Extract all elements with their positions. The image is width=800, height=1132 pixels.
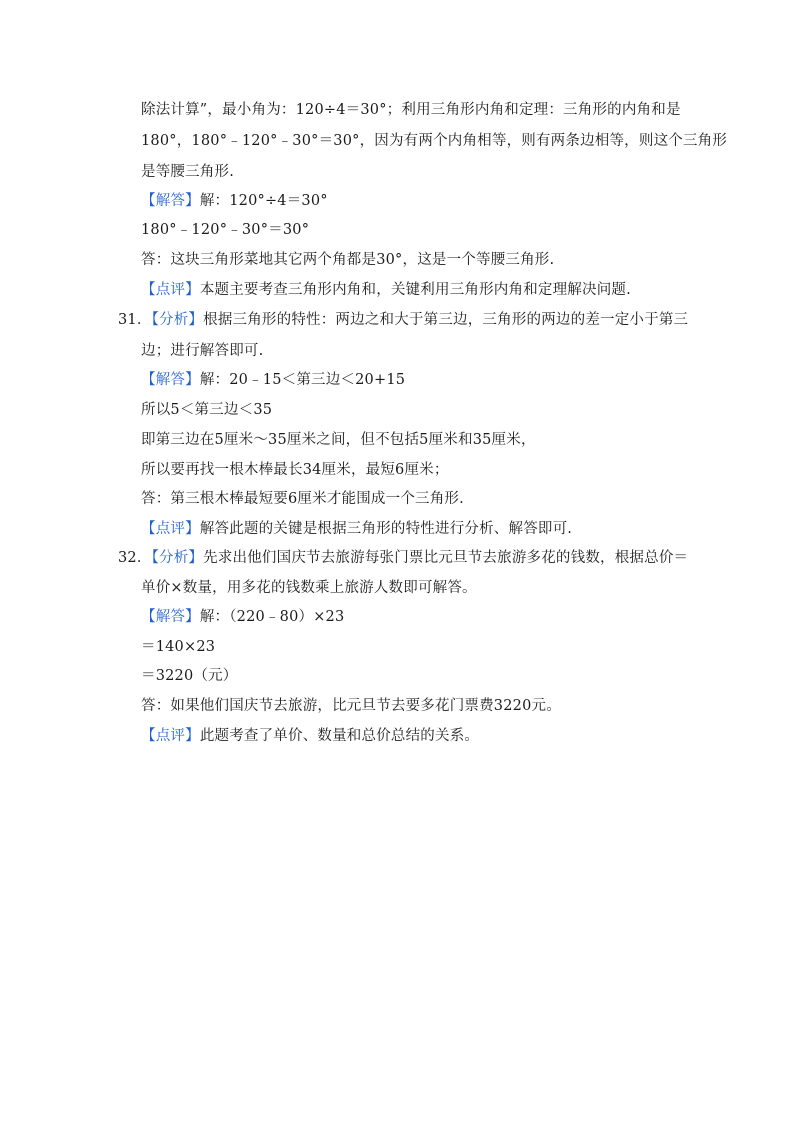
q30-analysis-line-1: 除法计算”，最小角为：120÷4＝30°；利用三角形内角和定理：三角形的内角和是 — [141, 102, 681, 118]
q32-answer-line-2: ＝140×23 — [141, 639, 216, 655]
q31-comment-line — [141, 519, 572, 539]
q32-answer-line-1 — [141, 607, 344, 627]
q31-answer-text: 解：20﹣15＜第三边＜20+15 — [199, 372, 406, 388]
answer-tag: 【解答】 — [141, 193, 200, 209]
q32-answer-line-3: ＝3220（元） — [141, 668, 238, 684]
q30-analysis-line-2: 180°，180°﹣120°﹣30°＝30°，因为有两个内角相等，则有两条边相等，则这个三角形 — [141, 133, 728, 149]
q32-answer-text: 解：（220﹣80）×23 — [199, 609, 345, 625]
q30-comment-line — [141, 280, 631, 300]
comment-tag: 【点评】 — [141, 282, 200, 298]
analysis-tag: 【分析】 — [151, 312, 204, 328]
q31-answer-line-1 — [141, 370, 405, 390]
answer-tag: 【解答】 — [141, 609, 200, 625]
q31-analysis-line-1 — [118, 310, 688, 330]
q31-answer-line-3: 即第三边在5厘米～35厘米之间，但不包括5厘米和35厘米， — [141, 432, 536, 448]
q32-number: 32． — [118, 550, 152, 566]
q31-answer-line-2: 所以5＜第三边＜35 — [141, 402, 273, 418]
answer-tag: 【解答】 — [141, 372, 200, 388]
comment-tag: 【点评】 — [141, 521, 200, 537]
analysis-tag: 【分析】 — [151, 550, 204, 566]
q32-comment-line — [141, 726, 479, 746]
q32-answer-line-4: 答：如果他们国庆节去旅游，比元旦节去要多花门票费3220元。 — [141, 698, 561, 714]
q32-analysis-line-2: 单价×数量，用多花的钱数乘上旅游人数即可解答。 — [141, 580, 477, 596]
q31-number: 31． — [118, 312, 152, 328]
q31-analysis-text: 根据三角形的特性：两边之和大于第三边，三角形的两边的差一定小于第三 — [203, 312, 689, 328]
q31-analysis-line-2: 边；进行解答即可. — [141, 343, 264, 359]
q30-comment-text: 本题主要考查三角形内角和，关键利用三角形内角和定理解决问题. — [199, 282, 631, 298]
q30-answer-line-2: 180°﹣120°﹣30°＝30° — [141, 222, 310, 238]
q31-comment-text: 解答此题的关键是根据三角形的特性进行分析、解答即可. — [199, 521, 573, 537]
q30-answer-line-1 — [141, 191, 328, 211]
q32-analysis-text: 先求出他们国庆节去旅游每张门票比元旦节去旅游多花的钱数，根据总价＝ — [203, 550, 689, 566]
q30-answer-text: 解：120°÷4＝30° — [199, 193, 328, 209]
q32-analysis-line-1 — [118, 548, 688, 568]
q30-answer-line-3: 答：这块三角形菜地其它两个角都是30°，这是一个等腰三角形. — [141, 252, 555, 268]
q31-answer-line-5: 答：第三根木棒最短要6厘米才能围成一个三角形. — [141, 491, 464, 507]
q30-analysis-line-3: 是等腰三角形. — [141, 164, 235, 180]
q32-comment-text: 此题考查了单价、数量和总价总结的关系。 — [199, 728, 480, 744]
comment-tag: 【点评】 — [141, 728, 200, 744]
q31-answer-line-4: 所以要再找一根木棒最长34厘米，最短6厘米； — [141, 462, 449, 478]
